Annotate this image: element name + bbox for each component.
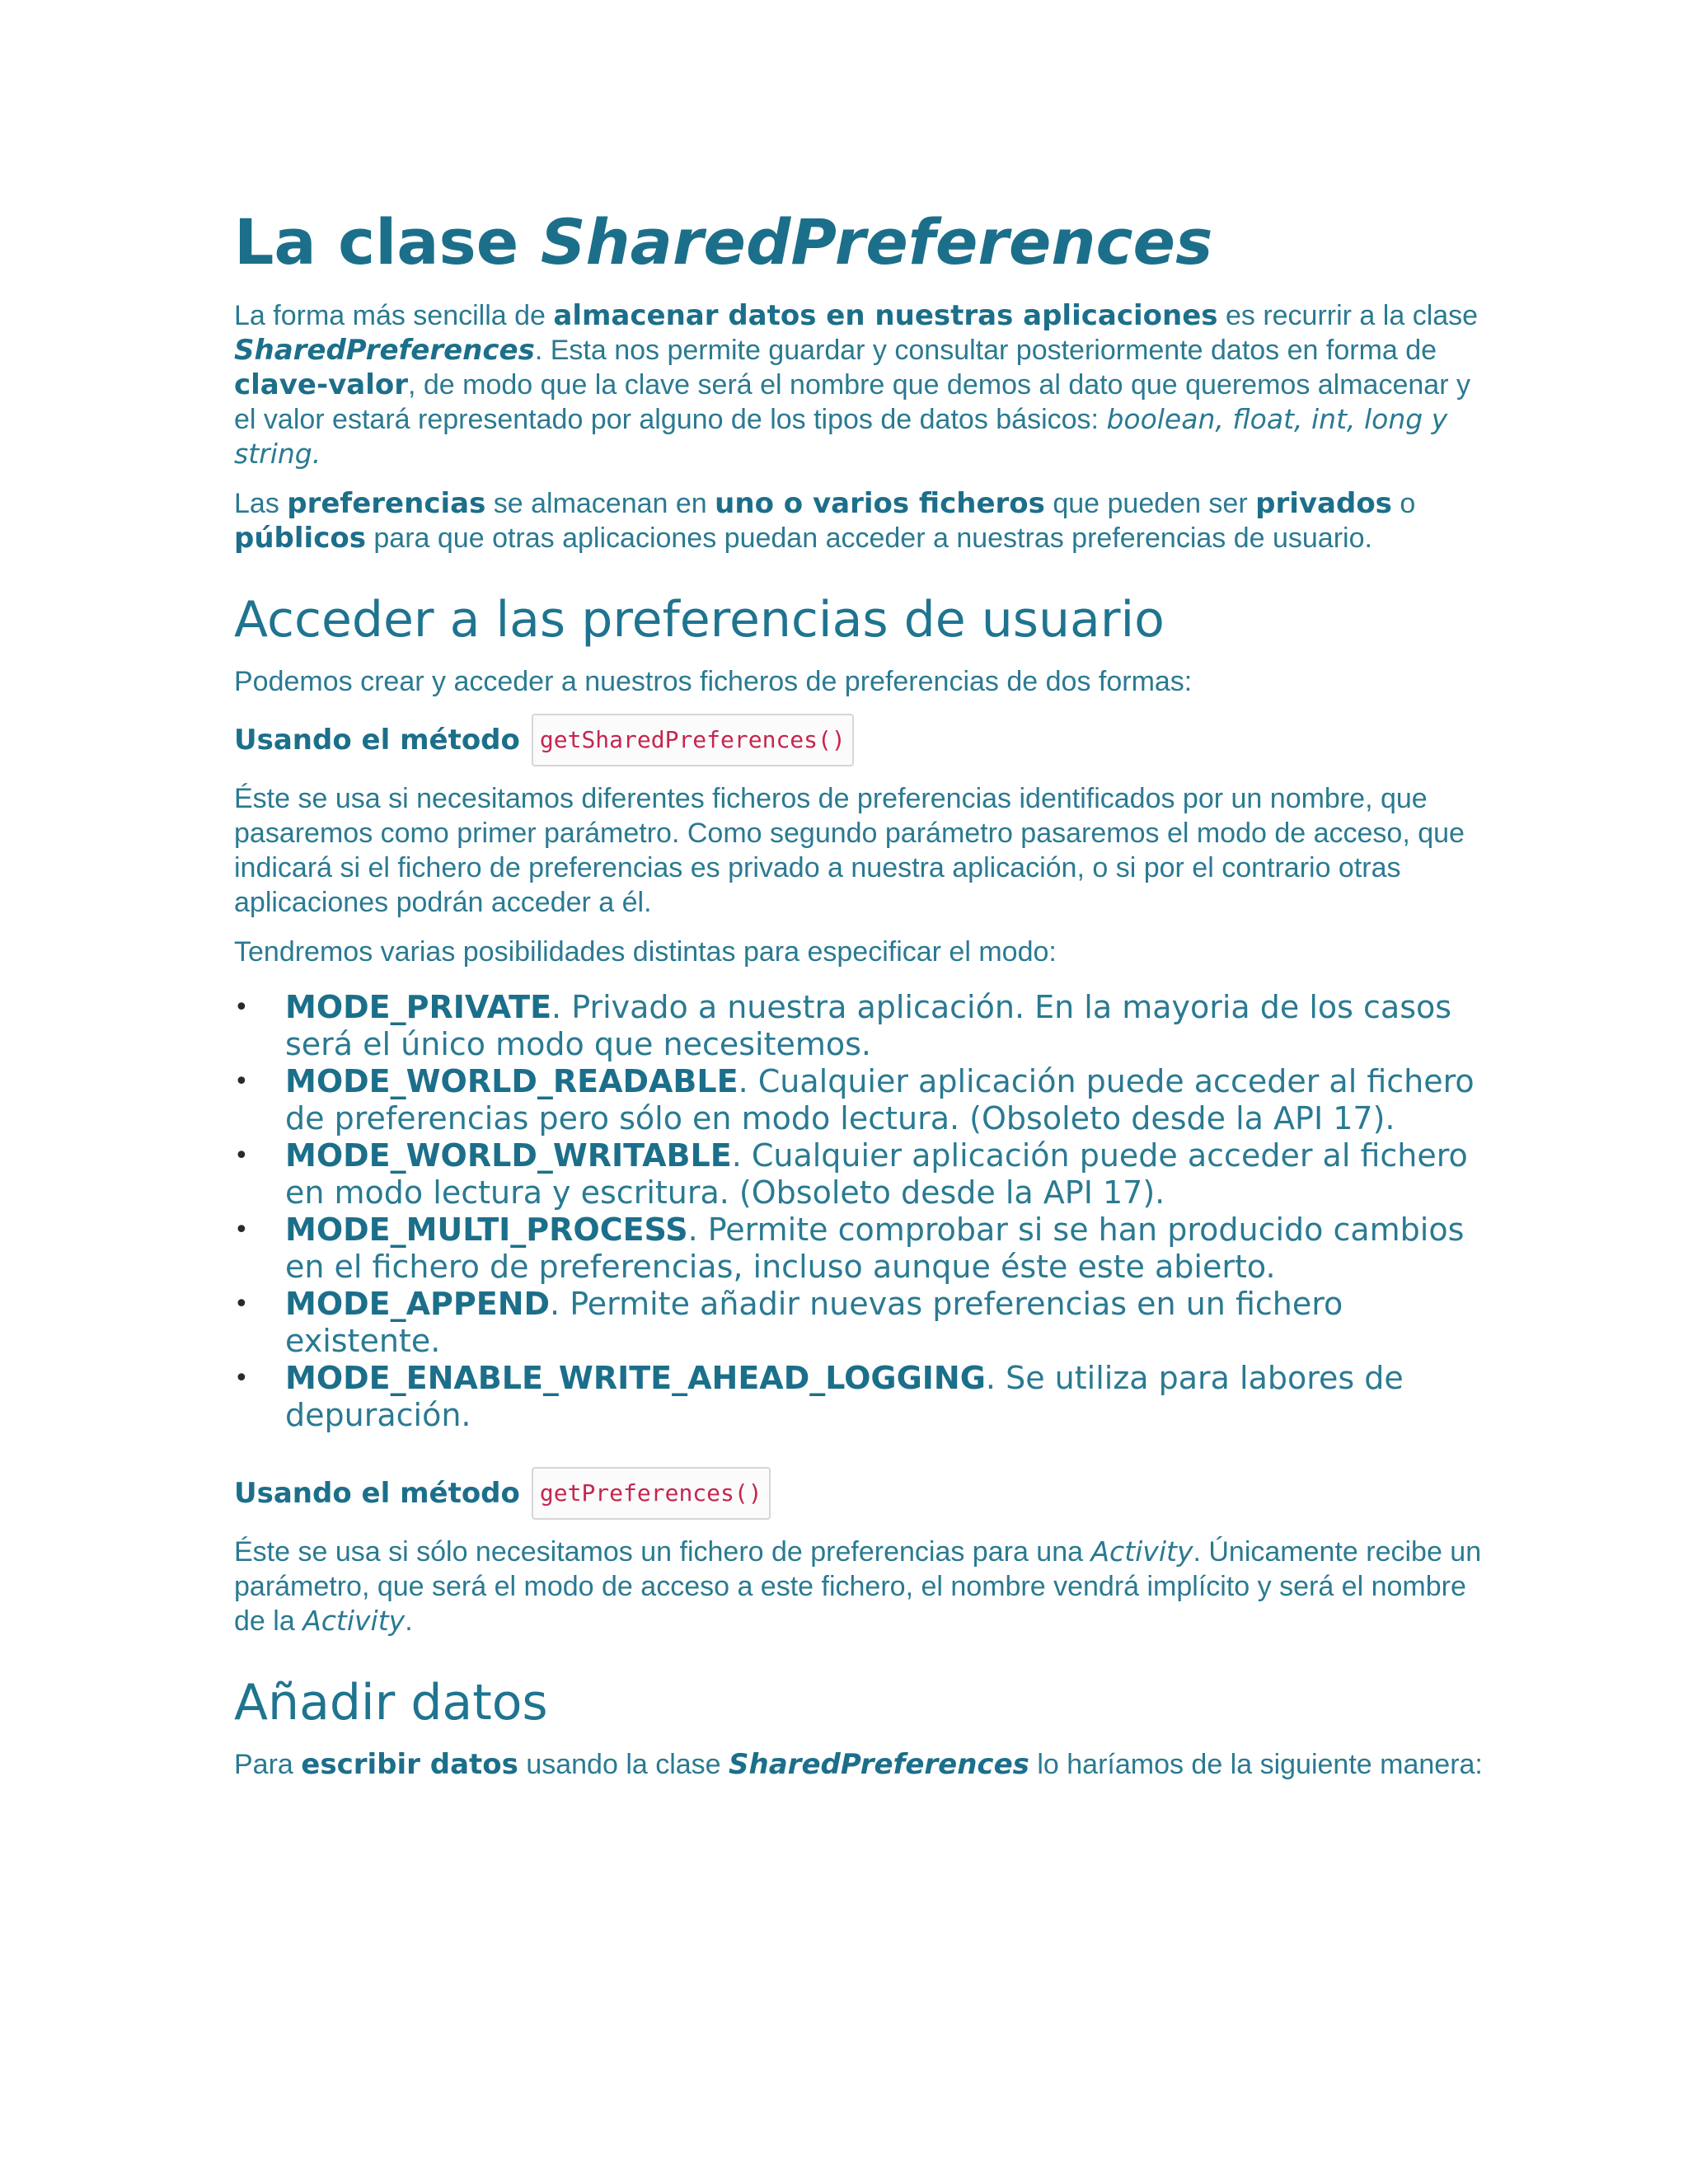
method2-italic-2: Activity xyxy=(302,1605,406,1637)
mode-name: MODE_WORLD_WRITABLE xyxy=(285,1137,732,1174)
method2-text-2: . Únicamente recibe un parámetro, que será el modo de acceso a este fichero, el nombre vendrá implícito y será el nombre de la xyxy=(234,1536,1482,1637)
para2-text-3: que pueden ser xyxy=(1044,488,1256,519)
intro-bold-italic-1: SharedPreferences xyxy=(234,334,535,367)
mode-desc: . Privado a nuestra aplicación. En la mayoria de los casos será el único modo que necesitemos. xyxy=(285,989,1452,1062)
list-item xyxy=(234,1137,1487,1212)
method2-code: getPreferences() xyxy=(532,1467,771,1520)
method-heading-shared xyxy=(234,714,1487,766)
section-heading-access: Acceder a las preferencias de usuario xyxy=(234,591,1165,649)
intro-text-1: La forma más sencilla de xyxy=(234,300,554,331)
para2-text-1: Las xyxy=(234,488,288,519)
intro-paragraph xyxy=(234,298,1487,471)
mode-name: MODE_MULTI_PROCESS xyxy=(285,1212,688,1248)
add-bold-1: escribir datos xyxy=(301,1748,518,1781)
mode-desc: . Cualquier aplicación puede acceder al fichero de preferencias pero sólo en modo lectura. (Obsoleto desde la API 17). xyxy=(285,1063,1475,1137)
intro-text-2: es recurrir a la clase xyxy=(1217,300,1479,331)
intro-bold-2: clave-valor xyxy=(234,368,408,401)
intro-bold-1: almacenar datos en nuestras aplicaciones xyxy=(553,299,1218,332)
intro-text-4: , de modo que la clave será el nombre que demos al dato que queremos almacenar y el valor estará representado por alguno de los tipos de datos básicos: xyxy=(234,369,1470,435)
access-intro: Podemos crear y acceder a nuestros ficheros de preferencias de dos formas: xyxy=(234,666,1193,697)
bullet-icon: • xyxy=(234,1364,249,1393)
para2-bold-1: preferencias xyxy=(287,487,486,520)
modes-intro: Tendremos varias posibilidades distintas para especificar el modo: xyxy=(234,936,1057,968)
title-prefix: La clase xyxy=(234,205,541,279)
para2-bold-4: públicos xyxy=(234,522,366,555)
list-item xyxy=(234,1063,1487,1137)
mode-name: MODE_ENABLE_WRITE_AHEAD_LOGGING xyxy=(285,1360,986,1396)
method2-label: Usando el método xyxy=(234,1477,520,1510)
list-item xyxy=(234,1286,1487,1360)
page-title xyxy=(234,198,1487,287)
bullet-icon: • xyxy=(234,993,249,1022)
para2-bold-2: uno o varios ficheros xyxy=(715,487,1045,520)
bullet-icon: • xyxy=(234,1141,249,1170)
method1-description: Éste se usa si necesitamos diferentes ficheros de preferencias identificados por un nombre, que pasaremos como primer parámetro. Como segundo parámetro pasaremos el modo de acceso, que indicará si el fichero de preferencias es privado a nuestra aplicación, o si por el contrario otras aplicaciones podrán acceder a él. xyxy=(234,783,1465,918)
para2-bold-3: privados xyxy=(1255,487,1392,520)
para2-text-5: para que otras aplicaciones puedan acceder a nuestras preferencias de usuario. xyxy=(365,523,1372,554)
list-item xyxy=(234,1212,1487,1286)
intro-italic-types: boolean, float, int, long y string. xyxy=(234,403,1448,470)
add-text-3: lo haríamos de la siguiente manera: xyxy=(1029,1749,1483,1780)
list-item xyxy=(234,989,1487,1063)
document-page xyxy=(234,198,1487,1797)
mode-desc: . Se utiliza para labores de depuración. xyxy=(285,1360,1404,1433)
modes-list xyxy=(234,989,1487,1434)
bullet-icon: • xyxy=(234,1290,249,1319)
method2-description xyxy=(234,1535,1487,1638)
method2-text-3: . xyxy=(405,1605,413,1637)
mode-name: MODE_PRIVATE xyxy=(285,989,552,1025)
mode-name: MODE_WORLD_READABLE xyxy=(285,1063,738,1099)
mode-desc: . Cualquier aplicación puede acceder al fichero en modo lectura y escritura. (Obsoleto desde la API 17). xyxy=(285,1137,1468,1211)
add-text-2: usando la clase xyxy=(518,1749,729,1780)
method2-italic-1: Activity xyxy=(1090,1535,1193,1568)
method1-code: getSharedPreferences() xyxy=(532,714,854,766)
add-text-1: Para xyxy=(234,1749,302,1780)
method2-text-1: Éste se usa si sólo necesitamos un fichero de preferencias para una xyxy=(234,1536,1091,1568)
mode-desc: . Permite comprobar si se han producido cambios en el fichero de preferencias, incluso aunque éste este abierto. xyxy=(285,1212,1465,1285)
list-item xyxy=(234,1360,1487,1434)
bullet-icon: • xyxy=(234,1067,249,1096)
para2-text-2: se almacenan en xyxy=(485,488,715,519)
intro-text-3: . Esta nos permite guardar y consultar posteriormente datos en forma de xyxy=(534,335,1437,366)
add-data-paragraph xyxy=(234,1747,1487,1782)
mode-name: MODE_APPEND xyxy=(285,1286,551,1322)
para2-text-4: o xyxy=(1391,488,1416,519)
bullet-icon: • xyxy=(234,1216,249,1244)
method1-label: Usando el método xyxy=(234,724,520,757)
method-heading-preferences xyxy=(234,1467,1487,1520)
add-bold-italic-1: SharedPreferences xyxy=(729,1748,1029,1781)
title-italic: SharedPreferences xyxy=(540,205,1213,279)
section-heading-add: Añadir datos xyxy=(234,1674,548,1732)
preferences-paragraph xyxy=(234,486,1487,555)
mode-desc: . Permite añadir nuevas preferencias en un fichero existente. xyxy=(285,1286,1343,1359)
